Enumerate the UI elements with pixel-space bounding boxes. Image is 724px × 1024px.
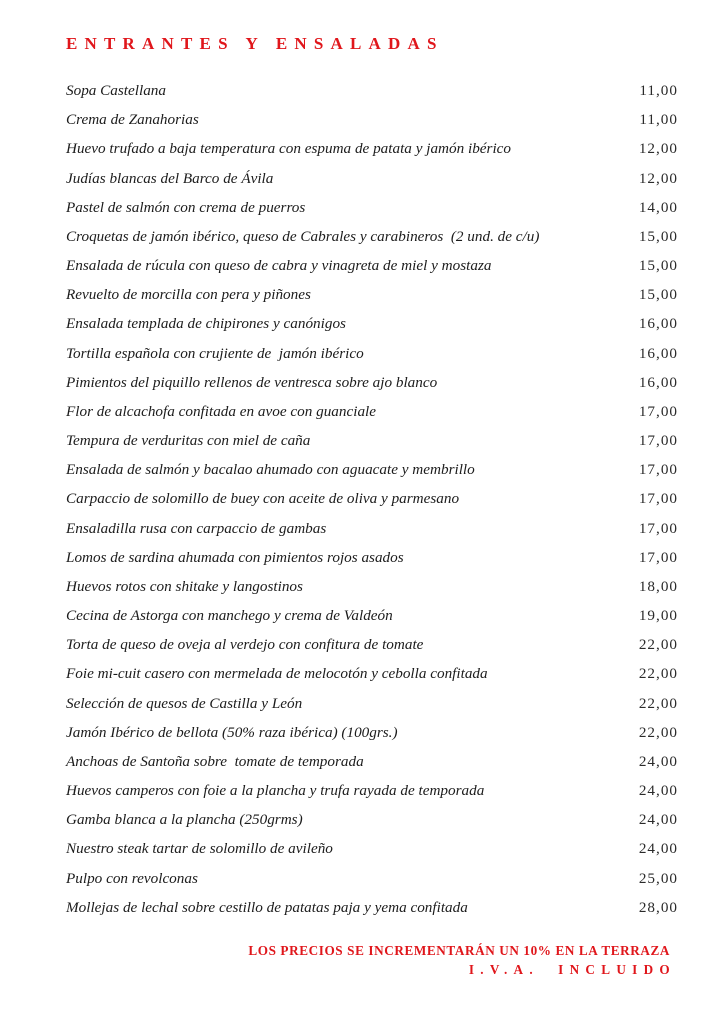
vat-included-note: I.V.A. INCLUIDO (468, 962, 676, 977)
dish-name: Ensaladilla rusa con carpaccio de gambas (66, 519, 327, 537)
menu-item (66, 109, 678, 138)
dish-price: 24,00 (638, 840, 678, 858)
menu-item (66, 284, 678, 313)
dish-price: 12,00 (638, 140, 678, 158)
dish-name: Croquetas de jamón ibérico, queso de Cabrales y carabineros (2 und. de c/u) (66, 227, 540, 245)
menu-item (66, 343, 678, 372)
menu-item (66, 838, 678, 867)
dish-name: Nuestro steak tartar de solomillo de avileño (66, 840, 333, 858)
dish-name: Tempura de verduritas con miel de caña (66, 432, 311, 450)
menu-item (66, 634, 678, 663)
dish-price: 11,00 (639, 111, 678, 129)
menu-item (66, 518, 678, 547)
dish-price: 22,00 (638, 723, 678, 741)
section-title: ENTRANTES Y ENSALADAS (66, 34, 444, 53)
dish-price: 15,00 (638, 286, 678, 304)
dish-name: Pastel de salmón con crema de puerros (66, 198, 306, 216)
dish-price: 28,00 (638, 898, 678, 916)
menu-list (66, 80, 678, 926)
dish-name: Mollejas de lechal sobre cestillo de patatas paja y yema confitada (66, 898, 468, 916)
dish-name: Pulpo con revolconas (66, 869, 198, 887)
menu-item (66, 168, 678, 197)
menu-item (66, 138, 678, 167)
menu-item (66, 605, 678, 634)
menu-item (66, 576, 678, 605)
dish-name: Jamón Ibérico de bellota (50% raza ibérica) (100grs.) (66, 723, 398, 741)
menu-item (66, 780, 678, 809)
dish-price: 12,00 (638, 169, 678, 187)
dish-name: Judías blancas del Barco de Ávila (66, 169, 274, 187)
menu-item (66, 226, 678, 255)
dish-price: 22,00 (638, 694, 678, 712)
menu-item (66, 372, 678, 401)
menu-item (66, 868, 678, 897)
dish-name: Sopa Castellana (66, 82, 166, 99)
dish-price: 22,00 (638, 636, 678, 654)
dish-price: 24,00 (638, 811, 678, 829)
dish-name: Revuelto de morcilla con pera y piñones (66, 286, 311, 304)
dish-price: 18,00 (638, 577, 678, 595)
menu-item (66, 459, 678, 488)
dish-name: Cecina de Astorga con manchego y crema de Valdeón (66, 607, 393, 625)
dish-name: Carpaccio de solomillo de buey con aceite de oliva y parmesano (66, 490, 460, 508)
dish-price: 16,00 (638, 344, 678, 362)
dish-name: Flor de alcachofa confitada en avoe con guanciale (66, 402, 376, 420)
dish-price: 15,00 (638, 227, 678, 245)
dish-name: Huevos camperos con foie a la plancha y trufa rayada de temporada (66, 782, 485, 800)
dish-price: 25,00 (638, 869, 678, 887)
dish-name: Anchoas de Santoña sobre tomate de temporada (66, 752, 364, 770)
dish-name: Ensalada de rúcula con queso de cabra y vinagreta de miel y mostaza (66, 257, 492, 275)
dish-name: Lomos de sardina ahumada con pimientos rojos asados (66, 548, 404, 566)
dish-name: Ensalada de salmón y bacalao ahumado con aguacate y membrillo (66, 461, 475, 479)
dish-price: 17,00 (638, 490, 678, 508)
dish-name: Crema de Zanahorias (66, 111, 199, 129)
dish-price: 17,00 (638, 519, 678, 537)
menu-item (66, 313, 678, 342)
dish-name: Tortilla española con crujiente de jamón ibérico (66, 344, 364, 362)
dish-price: 16,00 (638, 373, 678, 391)
dish-price: 19,00 (638, 607, 678, 625)
dish-price: 17,00 (638, 432, 678, 450)
menu-item (66, 751, 678, 780)
dish-price: 17,00 (638, 402, 678, 420)
menu-item (66, 809, 678, 838)
dish-name: Pimientos del piquillo rellenos de ventresca sobre ajo blanco (66, 373, 438, 391)
menu-item (66, 401, 678, 430)
dish-name: Ensalada templada de chipirones y canónigos (66, 315, 346, 333)
dish-price: 15,00 (638, 257, 678, 275)
dish-price: 11,00 (639, 82, 678, 99)
menu-item (66, 663, 678, 692)
dish-price: 24,00 (638, 752, 678, 770)
menu-item (66, 488, 678, 517)
dish-price: 24,00 (638, 782, 678, 800)
dish-price: 17,00 (638, 548, 678, 566)
footer-notes (248, 941, 676, 979)
dish-name: Foie mi-cuit casero con mermelada de melocotón y cebolla confitada (66, 665, 488, 683)
dish-name: Torta de queso de oveja al verdejo con confitura de tomate (66, 636, 424, 654)
terrace-surcharge-note: LOS PRECIOS SE INCREMENTARÁN UN 10% EN LA TERRAZA (248, 943, 670, 958)
menu-item (66, 197, 678, 226)
menu-item (66, 722, 678, 751)
menu-item (66, 897, 678, 926)
dish-price: 22,00 (638, 665, 678, 683)
menu-item (66, 693, 678, 722)
dish-price: 14,00 (638, 198, 678, 216)
dish-name: Huevos rotos con shitake y langostinos (66, 577, 303, 595)
menu-item (66, 80, 678, 109)
menu-item (66, 430, 678, 459)
dish-price: 16,00 (638, 315, 678, 333)
menu-item (66, 547, 678, 576)
dish-name: Gamba blanca a la plancha (250grms) (66, 811, 303, 829)
dish-name: Huevo trufado a baja temperatura con espuma de patata y jamón ibérico (66, 140, 512, 158)
menu-item (66, 255, 678, 284)
dish-name: Selección de quesos de Castilla y León (66, 694, 303, 712)
dish-price: 17,00 (638, 461, 678, 479)
